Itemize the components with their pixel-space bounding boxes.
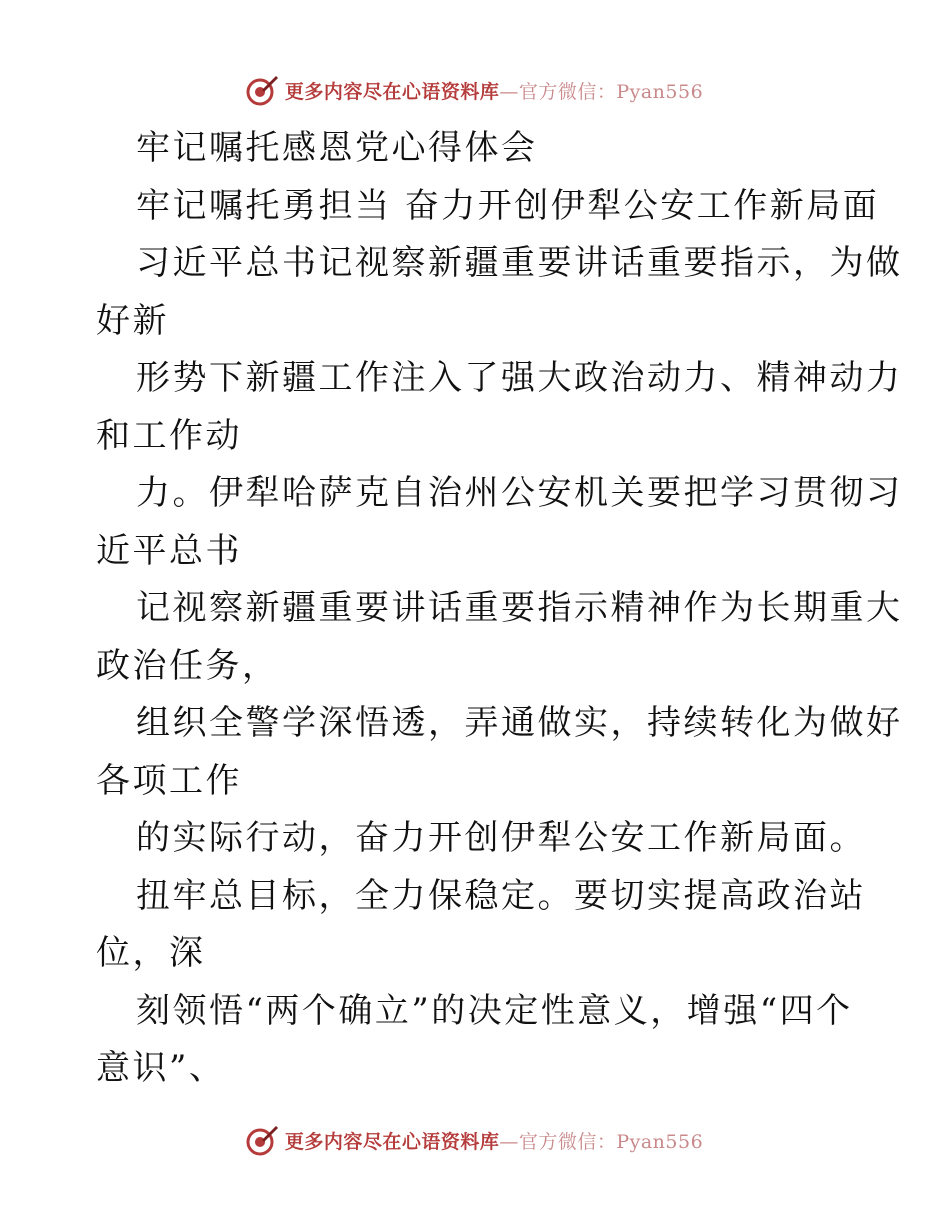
pen-logo-icon (245, 1123, 279, 1157)
footer-banner (0, 1120, 950, 1160)
header-banner (0, 70, 950, 110)
paragraph-line: 组织全警学深悟透，弄通做实，持续转化为做好 (136, 703, 903, 743)
paragraph-line: 力。伊犁哈萨克自治州公安机关要把学习贯彻习 (136, 473, 903, 513)
paragraph-line: 好新 (96, 300, 169, 341)
header-banner-text: 更多内容尽在心语资料库—官方微信：Pyan556 (284, 80, 704, 103)
paragraph-line: 政治任务， (96, 645, 279, 686)
paragraph-line: 的实际行动，奋力开创伊犁公安工作新局面。 (136, 818, 866, 858)
paragraph-line: 和工作动 (96, 415, 242, 456)
doc-title: 牢记嘱托感恩党心得体会 (136, 128, 538, 168)
document-body (96, 120, 903, 1098)
paragraph-line: 刻领悟“两个确立”的决定性意义，增强“四个 (136, 990, 853, 1031)
paragraph-line: 形势下新疆工作注入了强大政治动力、精神动力 (136, 358, 903, 398)
paragraph-line: 位，深 (96, 933, 206, 973)
paragraph-line: 近平总书 (96, 530, 242, 571)
paragraph-line: 记视察新疆重要讲话重要指示精神作为长期重大 (136, 588, 903, 628)
footer-banner-inner (245, 1123, 703, 1157)
paragraph-line: 扭牢总目标，全力保稳定。要切实提高政治站 (136, 875, 866, 916)
paragraph-line: 各项工作 (96, 760, 242, 801)
paragraph-line: 习近平总书记视察新疆重要讲话重要指示，为做 (136, 243, 903, 283)
pen-logo-icon (245, 73, 279, 107)
header-banner-inner (245, 73, 703, 107)
footer-banner-text: 更多内容尽在心语资料库—官方微信：Pyan556 (284, 1130, 704, 1153)
paragraph-line: 意识”、 (96, 1048, 226, 1088)
doc-subtitle: 牢记嘱托勇担当 奋力开创伊犁公安工作新局面 (136, 185, 880, 226)
